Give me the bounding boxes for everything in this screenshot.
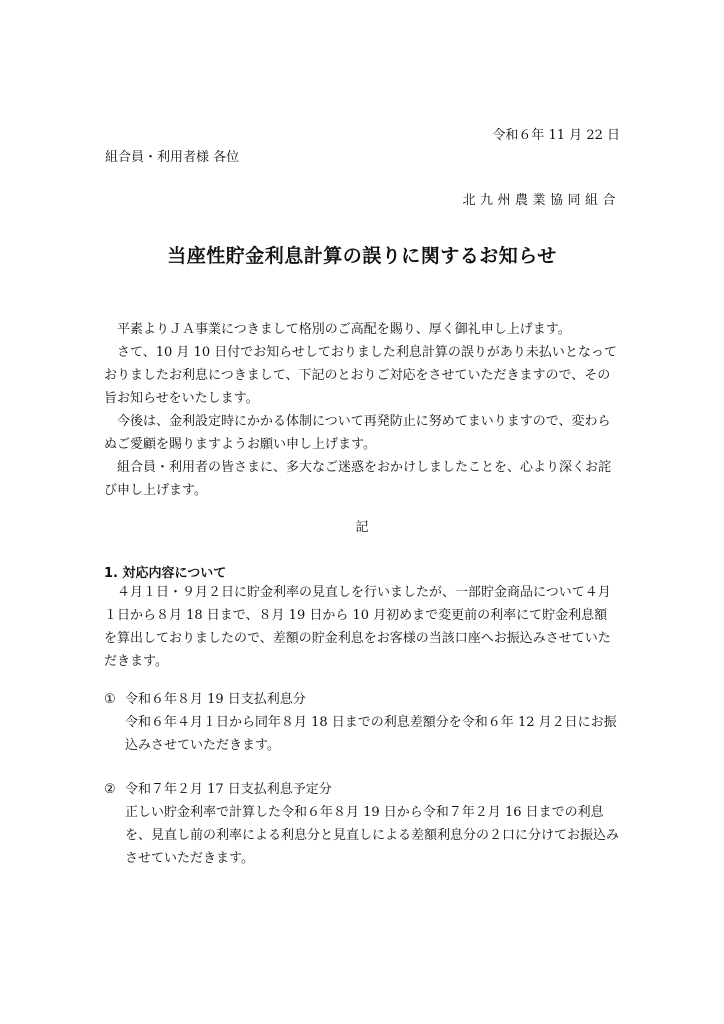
item-number: ① bbox=[104, 692, 116, 707]
section-body bbox=[104, 581, 620, 673]
paragraph: 平素よりＪＡ事業につきまして格別のご高配を賜り、厚く御礼申し上げます。 bbox=[104, 322, 571, 337]
ki-marker: 記 bbox=[355, 520, 369, 535]
list-item bbox=[104, 688, 620, 757]
paragraph: 組合員・利用者の皆さまに、多大なご迷惑をおかけしましたことを、心より深くお詫び申し上げます。 bbox=[104, 460, 612, 498]
item-number: ② bbox=[104, 782, 116, 797]
item-heading: 令和７年２月 17 日支払利息予定分 bbox=[125, 782, 332, 797]
list-item bbox=[104, 778, 620, 870]
item-text: 正しい貯金利率で計算した令和６年８月 19 日から令和７年２月 16 日までの利息を、見直し前の利率による利息分と見直しによる差額利息分の２口に分けてお振込みさせていただきます。 bbox=[125, 805, 620, 866]
paragraph: さて、10 月 10 日付でお知らせしておりました利息計算の誤りがあり未払いとなっておりましたお利息につきまして、下記のとおりご対応をさせていただきますので、その旨お知らせをいたします。 bbox=[104, 345, 617, 406]
item-heading: 令和６年８月 19 日支払利息分 bbox=[125, 692, 306, 707]
section-paragraph: ４月１日・９月２日に貯金利率の見直しを行いましたが、一部貯金商品について４月１日から８月 18 日まで、８月 19 日から 10 月初めまで変更前の利率にて貯金利息額を算出しておりましたので、差額の貯金利息をお客様の当該口座へお振込みさせていただきます。 bbox=[104, 585, 611, 669]
addressee: 組合員・利用者様 各位 bbox=[105, 150, 240, 165]
section-heading: 1. 対応内容について bbox=[104, 566, 227, 581]
notice-date: 令和６年 11 月 22 日 bbox=[492, 128, 620, 143]
greeting-body bbox=[104, 318, 620, 502]
sender-organization: 北九州農業協同組合 bbox=[462, 193, 620, 208]
document-title: 当座性貯金利息計算の誤りに関するお知らせ bbox=[167, 245, 557, 267]
item-text: 令和６年４月１日から同年８月 18 日までの利息差額分を令和６年 12 月２日にお振込みさせていただきます。 bbox=[125, 715, 617, 753]
paragraph: 今後は、金利設定時にかかる体制について再発防止に努めてまいりますので、変わらぬご愛顧を賜りますようお願い申し上げます。 bbox=[104, 414, 611, 452]
